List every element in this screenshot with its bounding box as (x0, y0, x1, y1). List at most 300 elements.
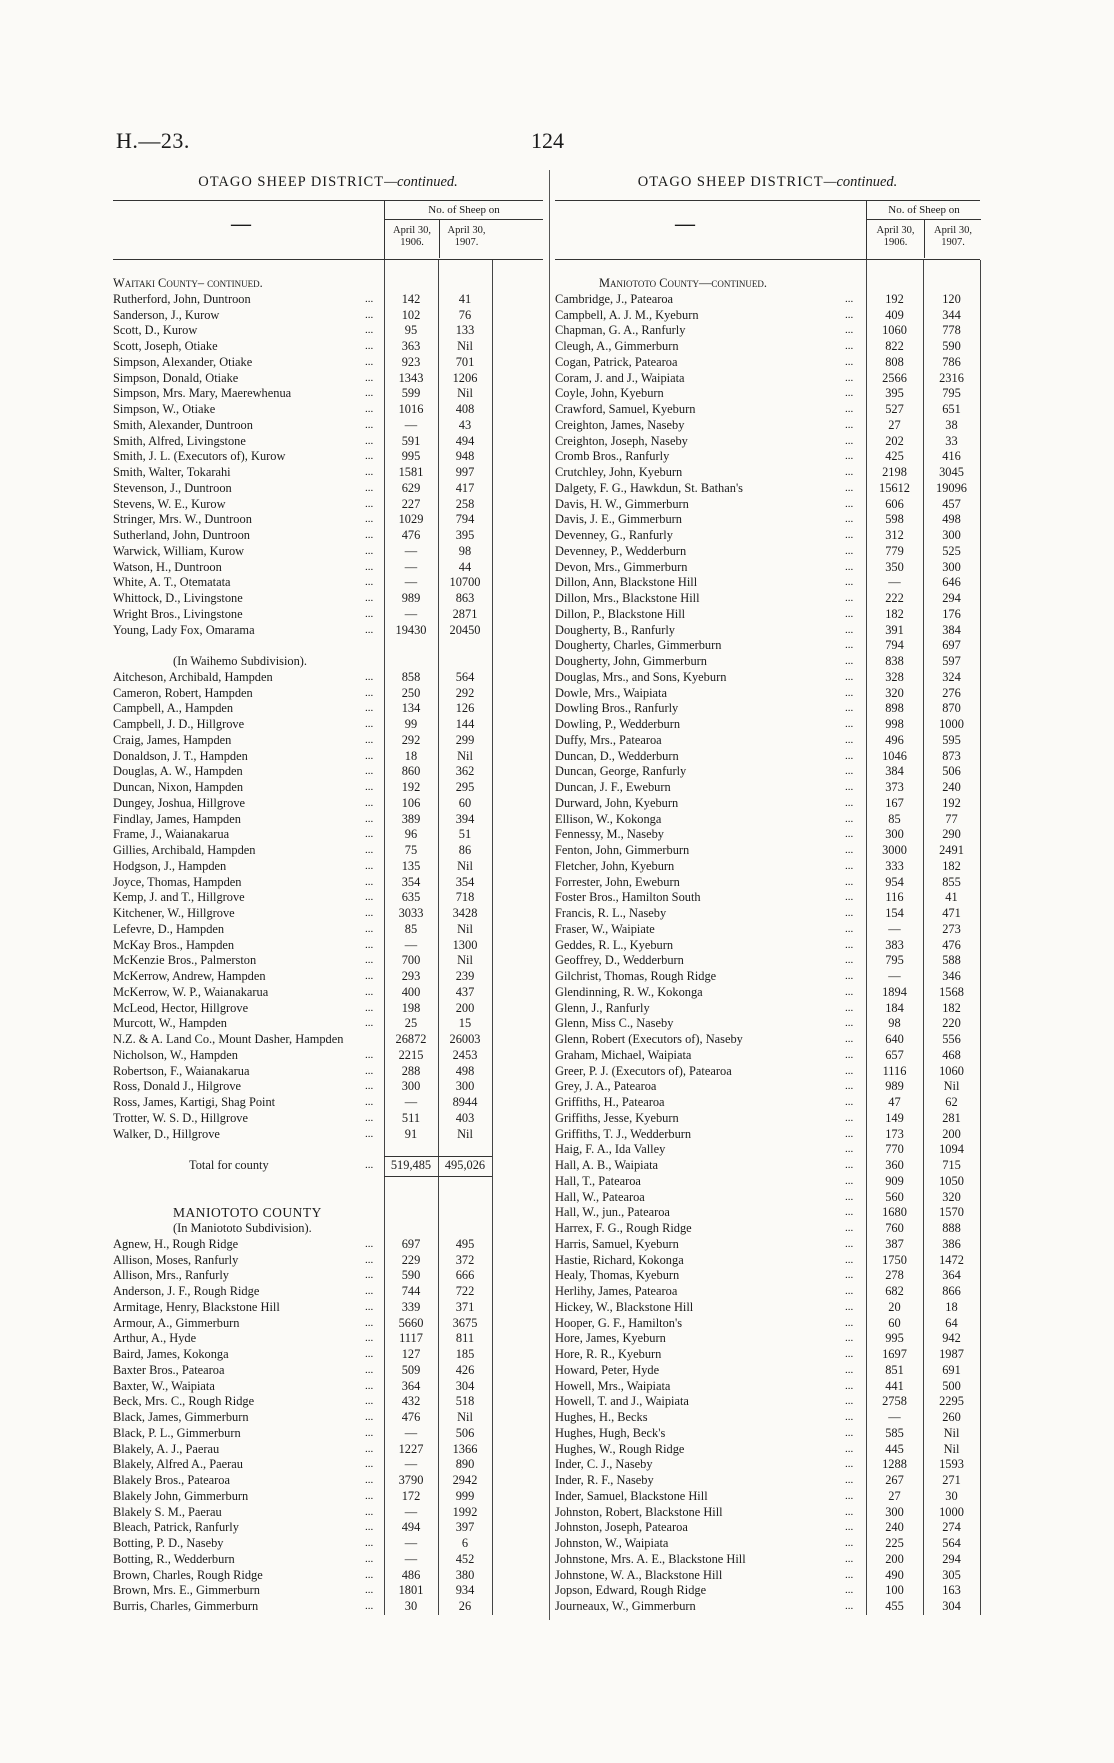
holder-name: Findlay, James, Hampden (113, 811, 241, 826)
table-row (555, 827, 980, 843)
sheep-1906-value: 606 (885, 496, 904, 511)
leader-dots: ... (365, 1096, 374, 1108)
sheep-1906-value: — (888, 575, 901, 590)
sheep-1906-value: — (404, 937, 418, 952)
leader-dots: ... (365, 922, 374, 935)
sheep-1906-value: 697 (401, 1236, 421, 1251)
table-row (555, 938, 980, 954)
leader-dots: ... (845, 781, 854, 793)
section-heading (113, 1205, 543, 1221)
leader-dots: ... (365, 828, 374, 841)
holder-name: Trotter, W. S. D., Hillgrove (113, 1110, 249, 1125)
table-row (555, 1221, 980, 1237)
sheep-1906-value: 167 (885, 795, 904, 810)
sheep-1906-value: 1117 (399, 1331, 423, 1346)
sheep-1907-value: 362 (455, 764, 475, 779)
table-row (113, 780, 543, 796)
holder-name: Duncan, D., Wedderburn (555, 748, 679, 763)
table-row (555, 1253, 980, 1269)
table-row (555, 434, 980, 450)
leader-dots: ... (365, 1505, 374, 1518)
table-row (555, 323, 980, 339)
leader-dots: ... (845, 1033, 854, 1045)
table-row (555, 465, 980, 481)
holder-name: McKerrow, Andrew, Hampden (113, 969, 266, 983)
right-sheep-count-group (866, 201, 981, 259)
leader-dots: ... (845, 434, 854, 447)
sheep-1906-value: 292 (401, 732, 421, 747)
table-row (113, 1473, 543, 1489)
leader-dots: ... (845, 765, 854, 778)
leader-dots: ... (365, 1001, 374, 1014)
sheep-1907-value: 386 (942, 1236, 961, 1251)
sheep-1906-value: 1801 (398, 1583, 424, 1598)
sheep-1907-value: 62 (945, 1095, 958, 1109)
holder-name: Campbell, A., Hampden (113, 701, 234, 716)
leader-dots: ... (845, 1600, 854, 1612)
holder-name: Graham, Michael, Waipiata (555, 1047, 692, 1062)
sheep-1907-value: 354 (455, 874, 475, 889)
table-row (113, 890, 543, 906)
table-row (113, 875, 543, 891)
table-row (113, 1363, 543, 1379)
leader-dots: ... (845, 655, 854, 667)
table-row (113, 1048, 543, 1064)
table-row (555, 764, 980, 780)
sheep-1906-value: 2215 (398, 1047, 424, 1062)
sheep-1907-value: Nil (943, 1079, 960, 1094)
sheep-1907-value: 795 (942, 386, 961, 401)
holder-name: Simpson, W., Otiake (113, 402, 216, 416)
leader-dots: ... (365, 1474, 374, 1486)
sheep-1907-value: 1094 (939, 1142, 964, 1157)
total-rule (384, 1156, 492, 1157)
sheep-1906-value: 225 (885, 1536, 904, 1550)
leader-dots: ... (365, 844, 374, 856)
sheep-1907-value: 320 (942, 1189, 961, 1204)
leader-dots: ... (365, 340, 374, 352)
sheep-1906-value: 432 (401, 1394, 421, 1409)
leader-dots: ... (845, 355, 854, 368)
sheep-1907-value: 498 (942, 512, 961, 527)
sheep-1906-value: 409 (885, 307, 904, 322)
holder-name: Simpson, Mrs. Mary, Maerewhenua (113, 386, 292, 401)
leader-dots: ... (845, 970, 854, 982)
holder-name: Smith, Alexander, Duntroon (113, 417, 253, 432)
holder-name: Harrex, F. G., Rough Ridge (555, 1221, 692, 1235)
leader-dots: ... (845, 1568, 854, 1581)
right-column-rule (980, 260, 981, 1615)
sheep-1906-value: 91 (404, 1126, 418, 1141)
holder-name: Dowling, P., Wedderburn (555, 717, 681, 731)
holder-name: Ellison, W., Kokonga (555, 811, 662, 826)
sheep-1907-value: 26 (458, 1599, 472, 1613)
sheep-1907-value: 120 (942, 291, 961, 306)
sheep-1906-value: 1343 (398, 370, 424, 385)
sheep-1907-value: 77 (945, 811, 958, 826)
table-row (113, 1489, 543, 1505)
sheep-1907-value: 518 (455, 1394, 475, 1409)
table-row (113, 355, 543, 371)
leader-dots: ... (365, 1316, 374, 1329)
sheep-1906-value: 989 (885, 1079, 904, 1094)
sheep-1906-value: 106 (401, 795, 421, 810)
table-row (113, 339, 543, 355)
table-row (555, 355, 980, 371)
sheep-1906-value: 476 (401, 1410, 421, 1424)
table-row (555, 1079, 980, 1095)
leader-dots: ... (845, 1222, 854, 1234)
holder-name: Walker, D., Hillgrove (113, 1126, 220, 1141)
leader-dots: ... (845, 907, 854, 919)
holder-name: Jopson, Edward, Rough Ridge (555, 1583, 707, 1598)
leader-dots: ... (845, 497, 854, 510)
leader-dots: ... (365, 718, 374, 730)
sheep-1907-value: 258 (455, 496, 475, 511)
table-row (555, 1316, 980, 1332)
sheep-1907-value: Nil (457, 1126, 473, 1141)
sheep-1907-value: 701 (455, 354, 475, 369)
table-row (113, 1583, 543, 1599)
holder-name: Dowle, Mrs., Waipiata (555, 685, 667, 700)
table-row (555, 497, 980, 513)
sheep-1906-value: 85 (888, 811, 901, 826)
holder-name: Simpson, Donald, Otiake (113, 370, 239, 385)
table-row (113, 1001, 543, 1017)
holder-name: Greer, P. J. (Executors of), Patearoa (555, 1063, 732, 1078)
sheep-1907-value: 564 (455, 669, 475, 684)
leader-dots: ... (845, 481, 854, 494)
sheep-1906-value: 760 (885, 1221, 904, 1235)
spacer-row (113, 1190, 543, 1206)
holder-name: Foster Bros., Hamilton South (555, 890, 701, 905)
sheep-1906-value: 989 (401, 591, 421, 605)
sheep-1906-value: 1288 (882, 1457, 907, 1472)
table-row (555, 1032, 980, 1048)
table-row (555, 749, 980, 765)
holder-name: Geddes, R. L., Kyeburn (555, 937, 674, 952)
leader-dots: ... (365, 765, 374, 778)
sheep-1907-value: 41 (458, 291, 472, 306)
leader-dots: ... (365, 324, 374, 337)
sheep-1907-value: 305 (942, 1567, 961, 1582)
sheep-1906-value: 527 (885, 402, 904, 416)
holder-name: Smith, J. L. (Executors of), Kurow (113, 449, 286, 464)
table-row (113, 1331, 543, 1347)
table-row (555, 1426, 980, 1442)
sheep-1907-value: Nil (457, 339, 473, 353)
sheep-1907-value: 182 (942, 858, 961, 873)
sheep-1907-value: 38 (945, 417, 958, 432)
leader-dots: ... (365, 781, 374, 793)
sheep-1906-value: 1894 (882, 984, 907, 999)
sheep-1906-value: 300 (401, 1079, 421, 1094)
holder-name: Baird, James, Kokonga (113, 1347, 229, 1361)
leader-dots: ... (365, 1600, 374, 1612)
holder-name: Inder, R. F., Naseby (555, 1473, 654, 1487)
sheep-1906-value: 227 (401, 496, 421, 511)
leader-dots: ... (845, 702, 854, 715)
holder-name: Coram, J. and J., Waipiata (555, 370, 685, 385)
holder-name: Baxter, W., Waipiata (113, 1378, 215, 1393)
sheep-1907-value: 495,026 (444, 1158, 486, 1172)
sheep-1906-value: 222 (885, 591, 904, 605)
sheep-1906-value: 455 (885, 1599, 904, 1613)
sheep-1906-value: 182 (885, 606, 904, 621)
leader-dots: ... (845, 1332, 854, 1345)
sheep-1907-value: 417 (455, 480, 475, 495)
holder-name: (In Waihemo Subdivision). (173, 654, 308, 668)
holder-name: McKenzie Bros., Palmerston (113, 953, 257, 968)
sheep-1907-value: 176 (942, 606, 961, 621)
sheep-1907-value: 500 (942, 1378, 961, 1393)
holder-name: Wright Bros., Livingstone (113, 606, 243, 621)
sheep-1907-value: Nil (457, 921, 473, 936)
sheep-1906-value: 134 (401, 701, 421, 716)
holder-name: Aitcheson, Archibald, Hampden (113, 669, 273, 684)
table-row (113, 859, 543, 875)
leader-dots: ... (365, 1269, 374, 1282)
leader-dots: ... (365, 544, 374, 557)
sheep-1907-value: 426 (455, 1362, 475, 1377)
sheep-1906-value: 808 (885, 354, 904, 369)
holder-name: Burris, Charles, Gimmerburn (113, 1599, 259, 1613)
table-row (555, 812, 980, 828)
sheep-1906-value: 1581 (398, 465, 424, 479)
leader-dots: ... (845, 1537, 854, 1549)
table-row (113, 1410, 543, 1426)
right-col-1906-line2: 1906. (883, 237, 908, 248)
sheep-1906-value: 300 (885, 827, 904, 842)
sheep-1907-value: 18 (945, 1299, 958, 1314)
sheep-1906-value: 909 (885, 1173, 904, 1188)
holder-name: Crawford, Samuel, Kyeburn (555, 402, 696, 416)
sheep-1907-value: 457 (942, 496, 961, 511)
sheep-1906-value: 363 (401, 339, 421, 353)
left-group-label: No. of Sheep on (385, 201, 543, 220)
holder-name: Devenney, P., Wedderburn (555, 543, 687, 558)
holder-name: Hodgson, J., Hampden (113, 858, 227, 873)
leader-dots: ... (365, 1379, 374, 1392)
leader-dots: ... (845, 1080, 854, 1093)
sheep-1907-value: 126 (455, 701, 475, 716)
left-col-1906-header (385, 220, 439, 258)
sheep-1906-value: 486 (401, 1567, 421, 1582)
holder-name: N.Z. & A. Land Co., Mount Dasher, Hampden (113, 1032, 344, 1046)
table-row (555, 1048, 980, 1064)
leader-dots: ... (365, 1159, 374, 1171)
sheep-1906-value: 923 (401, 354, 421, 369)
sheep-1906-value: — (404, 1425, 418, 1440)
table-row (555, 859, 980, 875)
sheep-1906-value: 25 (404, 1016, 418, 1031)
leader-dots: ... (845, 670, 854, 683)
sheep-1906-value: 99 (404, 717, 418, 731)
holder-name: Geoffrey, D., Wedderburn (555, 953, 684, 968)
leader-dots: ... (365, 733, 374, 746)
leader-dots: ... (365, 1253, 374, 1266)
leader-dots: ... (845, 403, 854, 415)
holder-name: Fenton, John, Gimmerburn (555, 843, 690, 857)
sheep-1907-value: 452 (455, 1551, 475, 1566)
sheep-1907-value: 200 (942, 1126, 961, 1141)
table-row (555, 701, 980, 717)
table-row (113, 969, 543, 985)
sheep-1907-value: 26003 (449, 1032, 481, 1046)
holder-name: Blakely Bros., Patearoa (113, 1473, 230, 1487)
sheep-1906-value: 339 (401, 1299, 421, 1314)
leader-dots: ... (365, 403, 374, 415)
sheep-1907-value: 364 (942, 1268, 961, 1283)
sheep-1907-value: 495 (455, 1236, 475, 1251)
leader-dots: ... (365, 1584, 374, 1597)
sheep-1906-value: — (404, 1536, 418, 1550)
holder-name: Blakely S. M., Paerau (113, 1504, 222, 1519)
sheep-1906-value: 838 (885, 654, 904, 668)
table-row (555, 1568, 980, 1584)
sheep-1906-value: 560 (885, 1189, 904, 1204)
leader-dots: ... (845, 1048, 854, 1061)
table-row (555, 654, 980, 670)
sheep-1906-value: 20 (888, 1299, 901, 1314)
sheep-1907-value: 3428 (452, 906, 478, 920)
sheep-1907-value: 811 (455, 1331, 475, 1346)
holder-name: Watson, H., Duntroon (113, 559, 222, 574)
sheep-1906-value: 2566 (882, 370, 907, 385)
sheep-1907-value: 8944 (452, 1095, 478, 1109)
sheep-1907-value: 2942 (452, 1473, 478, 1487)
sheep-1906-value: 320 (885, 685, 904, 700)
leader-dots: ... (365, 1332, 374, 1345)
sheep-1906-value: 172 (401, 1488, 421, 1503)
sheep-1907-value: 33 (945, 433, 958, 448)
sheep-1907-value: 260 (942, 1410, 961, 1424)
sheep-1906-value: 5660 (398, 1315, 424, 1330)
left-table-body (113, 260, 543, 1615)
sheep-1907-value: 3045 (939, 465, 964, 479)
sheep-1907-value: Nil (457, 858, 473, 873)
sheep-1906-value: 27 (888, 1488, 901, 1503)
sheep-1906-value: 1227 (398, 1441, 424, 1456)
sheep-1906-value: 19430 (395, 622, 427, 637)
holder-name: Johnston, W., Waipiata (555, 1536, 669, 1550)
sheep-1907-value: 300 (942, 528, 961, 542)
holder-name: Black, P. L., Gimmerburn (113, 1425, 241, 1440)
leader-dots: ... (845, 1552, 854, 1565)
leader-dots: ... (365, 1442, 374, 1455)
sheep-1906-value: 640 (885, 1032, 904, 1046)
sheep-1907-value: 1206 (452, 370, 478, 385)
sheep-1907-value: 163 (942, 1583, 961, 1598)
holder-name: Cleugh, A., Gimmerburn (555, 339, 679, 353)
sheep-1907-value: Nil (457, 953, 473, 968)
table-row (555, 1095, 980, 1111)
holder-name: Botting, R., Wedderburn (113, 1551, 235, 1566)
table-row (555, 1190, 980, 1206)
leader-dots: ... (845, 1442, 854, 1455)
holder-name: Arthur, A., Hyde (113, 1331, 197, 1346)
sheep-1906-value: 395 (885, 386, 904, 401)
sheep-1906-value: 700 (401, 953, 421, 968)
holder-name: Devon, Mrs., Gimmerburn (555, 559, 688, 574)
holder-name: Hall, A. B., Waipiata (555, 1158, 659, 1172)
table-row (113, 1268, 543, 1284)
sheep-1906-value: 860 (401, 764, 421, 779)
leader-dots: ... (845, 1348, 854, 1360)
sheep-1907-value: 344 (942, 307, 961, 322)
table-row (555, 1268, 980, 1284)
table-row (113, 1568, 543, 1584)
sheep-1907-value: 371 (455, 1299, 475, 1314)
sheep-1906-value: 425 (885, 449, 904, 464)
sheep-1906-value: 2198 (882, 465, 907, 479)
leader-dots: ... (845, 922, 854, 935)
sheep-1906-value: 391 (885, 622, 904, 637)
holder-name: Donaldson, J. T., Hampden (113, 748, 248, 763)
sheep-1906-value: 744 (401, 1284, 421, 1298)
leader-dots: ... (845, 686, 854, 699)
leader-dots: ... (365, 1458, 374, 1471)
holder-name: Douglas, A. W., Hampden (113, 764, 243, 779)
table-row (555, 1457, 980, 1473)
holder-name: Botting, P. D., Naseby (113, 1536, 224, 1550)
table-row (113, 386, 543, 402)
sheep-1907-value: 86 (458, 843, 472, 857)
table-row (113, 906, 543, 922)
sheep-1907-value: 1568 (939, 984, 964, 999)
holder-name: Inder, Samuel, Blackstone Hill (555, 1488, 708, 1503)
holder-name: Stringer, Mrs. W., Duntroon (113, 512, 252, 527)
spacer-row (113, 1174, 543, 1190)
table-row (555, 1016, 980, 1032)
sheep-1906-value: 519,485 (390, 1158, 432, 1172)
table-row (555, 1284, 980, 1300)
sheep-1906-value: 795 (885, 953, 904, 968)
table-row (555, 796, 980, 812)
sheep-1907-value: 506 (942, 764, 961, 779)
sheep-1907-value: 2871 (452, 606, 478, 621)
holder-name: Allison, Moses, Ranfurly (113, 1252, 239, 1267)
sheep-1906-value: 599 (401, 386, 421, 401)
holder-name: Duncan, J. F., Eweburn (555, 780, 671, 794)
sheep-1906-value: 27 (888, 417, 901, 432)
sheep-1906-value: — (404, 1457, 418, 1472)
table-row (113, 591, 543, 607)
sheep-1906-value: 635 (401, 890, 421, 905)
sheep-1907-value: 41 (945, 890, 958, 905)
holder-name: Grey, J. A., Patearoa (555, 1079, 657, 1094)
holder-name: Journeaux, W., Gimmerburn (555, 1599, 696, 1613)
table-row (113, 560, 543, 576)
holder-name: Haig, F. A., Ida Valley (555, 1142, 666, 1157)
leader-dots: ... (845, 812, 854, 825)
sheep-1906-value: 590 (401, 1268, 421, 1283)
holder-name: Fennessy, M., Naseby (555, 827, 664, 842)
leader-dots: ... (365, 875, 374, 888)
table-row (113, 717, 543, 733)
leader-dots: ... (365, 702, 374, 715)
sheep-1906-value: 1750 (882, 1252, 907, 1267)
sheep-1907-value: 408 (455, 402, 475, 416)
sheep-1907-value: 722 (455, 1284, 475, 1298)
sheep-1907-value: 346 (942, 969, 961, 983)
table-row (555, 1205, 980, 1221)
holder-name: Griffiths, Jesse, Kyeburn (555, 1110, 679, 1125)
sheep-1906-value: 3000 (882, 843, 907, 857)
table-row (113, 292, 543, 308)
table-row (555, 512, 980, 528)
holder-name: Agnew, H., Rough Ridge (113, 1236, 239, 1251)
